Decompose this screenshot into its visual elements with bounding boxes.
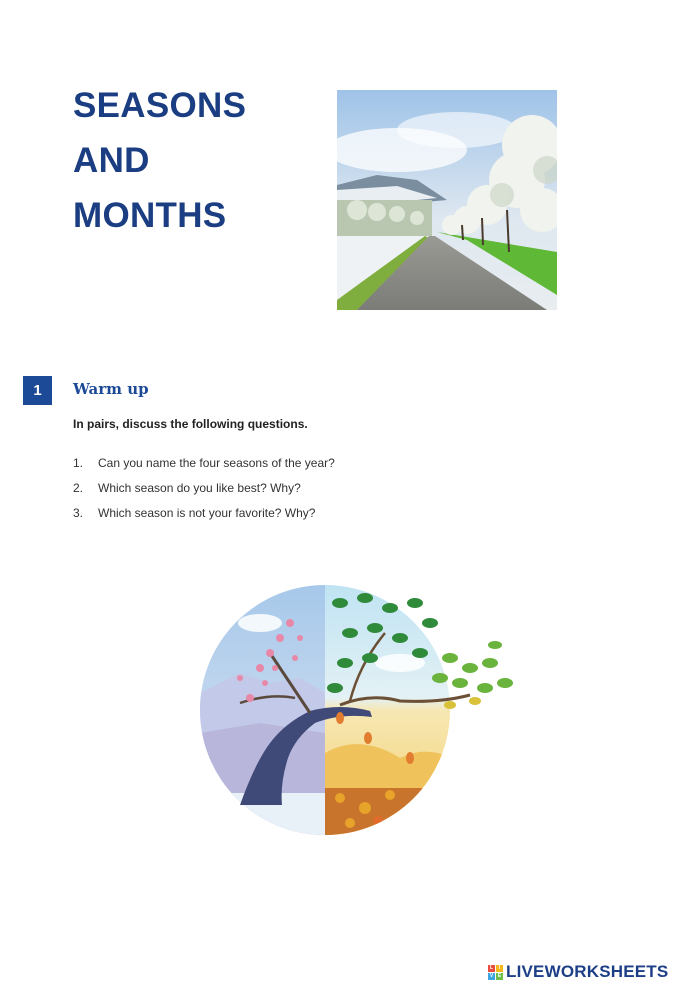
section-number-badge: 1 <box>23 376 52 405</box>
list-item <box>73 506 335 531</box>
question-text: Which season is not your favorite? Why? <box>98 506 316 520</box>
list-item <box>73 456 335 481</box>
logo-letter: L <box>489 964 494 971</box>
instruction-text: In pairs, discuss the following questions. <box>73 417 308 431</box>
title-line-1: SEASONS <box>73 86 247 125</box>
question-number: 3. <box>73 506 84 520</box>
spring-road-photo <box>337 90 557 310</box>
question-text: Which season do you like best? Why? <box>98 481 301 495</box>
section-title: Warm up <box>73 380 149 398</box>
question-number: 1. <box>73 456 84 470</box>
four-seasons-tree-illustration <box>200 583 520 838</box>
logo-grid-icon <box>488 965 503 980</box>
question-text: Can you name the four seasons of the year? <box>98 456 335 470</box>
question-number: 2. <box>73 481 84 495</box>
logo-letter: V <box>489 972 494 979</box>
logo-letter: E <box>497 972 502 979</box>
logo-letter: I <box>496 965 503 972</box>
list-item <box>73 481 335 506</box>
title-line-2: AND <box>73 141 150 180</box>
liveworksheets-logo-icon <box>488 962 668 982</box>
question-list <box>73 456 335 531</box>
logo-text: LIVEWORKSHEETS <box>506 962 669 981</box>
title-line-3: MONTHS <box>73 196 227 235</box>
